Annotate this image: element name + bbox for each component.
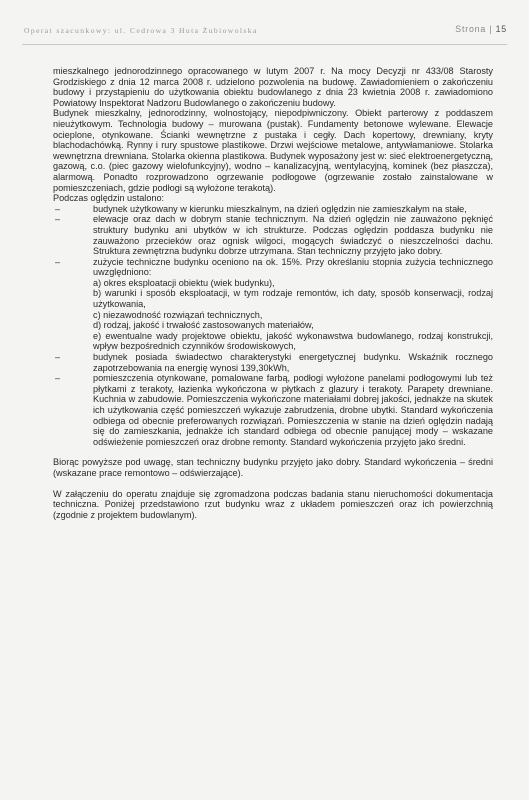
list-item bbox=[53, 257, 493, 352]
paragraph-history: mieszkalnego jednorodzinnego opracowanego w lutym 2007 r. Na mocy Decyzji nr 433/08 Starosty Grodziskiego z dnia 12 marca 2008 r. udzielono pozwolenia na budowę. Zawiadomieniem o zakończeniu budowy i przystąpieniu do użytkowania obiektu budowlanego z dnia 23 kwietnia 2008 r. zawiadomiono Powiatowy Inspektorat Nadzoru Budowlanego o zakończeniu budowy. bbox=[53, 66, 493, 108]
paragraph-building-description: Budynek mieszkalny, jednorodzinny, wolnostojący, niepodpiwniczony. Obiekt parterowy z poddaszem nieużytkowym. Technologia budowy – murowana (pustak). Fundamenty betonowe wylewane. Elewacje ocieplone, otynkowane. Ścianki wewnętrzne z pustaka i cegły. Dach kopertowy, drewniany, kryty blachodachówką. Rynny i rury spustowe plastikowe. Drzwi wejściowe metalowe, antywłamaniowe. Stolarka wewnętrzna drewniana. Stolarka okienna plastikowa. Budynek wyposażony jest w: sieć elektroenergetyczną, gazową, c.o. (piec gazowy wielofunkcyjny), wodno – kanalizacyjną, wentylacyjną, kominek (bez płaszcza), alarmową. Ponadto rozprowadzono ogrzewanie podłogowe (ogrzewanie zostało zainstalowane w pomieszczeniach, gdzie podłogi są wyłożone terakotą). bbox=[53, 108, 493, 193]
paragraph-closing: W załączeniu do operatu znajduje się zgromadzona podczas badania stanu nieruchomości dokumentacja techniczna. Poniżej przedstawiono rzut budynku wraz z układem pomieszczeń oraz ich powierzchnią (zgodnie z projektem budowlanym). bbox=[53, 488, 493, 520]
wear-intro: – zużycie techniczne budynku oceniono na ok. 15%. Przy określaniu stopnia zużycia technicznego uwzględniono: bbox=[93, 256, 493, 278]
page-header bbox=[24, 26, 507, 40]
document-body bbox=[53, 66, 493, 520]
paragraph-inspection-intro: Podczas oględzin ustalono: bbox=[53, 193, 165, 204]
inspection-findings-list bbox=[53, 204, 493, 448]
wear-factor-b: b) warunki i sposób eksploatacji, w tym rodzaje remontów, ich daty, sposób konserwacji, rodzaj użytkowania, bbox=[93, 288, 493, 310]
wear-factor-d: d) rodzaj, jakość i trwałość zastosowanych materiałów, bbox=[93, 320, 314, 331]
header-page-indicator bbox=[455, 24, 507, 34]
list-item: – budynek użytkowany w kierunku mieszkalnym, na dzień oględzin nie zamieszkałym na stałe, bbox=[53, 204, 493, 215]
header-document-title: Operat szacunkowy: ul. Cedrowa 3 Huta Żubiowolska bbox=[24, 26, 258, 35]
list-item: – pomieszczenia otynkowane, pomalowane farbą, podłogi wyłożone panelami podłogowymi lub też płytkami z terakoty, łazienka wykończona w płytkach z glazury i terakoty. Parapety drewniane. Kuchnia w zabudowie. Pomieszczenia wykończone materiałami dobrej jakości, jednakże na skutek ich użytkowania część pomieszczeń wykazuje zabrudzenia, drobne ubytki. Standard wykończenia odbiega od obecnie preferowanych rozwiązań. Pomieszczenia w stanie na dzień oględzin nadają się do zamieszkania, jednakże ich standard odbiega od obecnie panującej mody – wskazane odświeżenie pomieszczeń oraz drobne remonty. Standard wykończenia przyjęto jako średni. bbox=[53, 373, 493, 447]
page-label: Strona bbox=[455, 24, 487, 34]
list-item: – budynek posiada świadectwo charakterystyki energetycznej budynku. Wskaźnik rocznego zapotrzebowania na energię wynosi 139,30kWh, bbox=[53, 352, 493, 373]
wear-factor-e: e) ewentualne wady projektowe obiektu, jakość wykonawstwa budowlanego, rodzaj konstrukcji, wpływ bezpośrednich czynników środowiskowych, bbox=[93, 330, 493, 352]
wear-factor-a: a) okres eksploatacji obiektu (wiek budynku), bbox=[93, 277, 275, 288]
page-separator: | bbox=[489, 24, 493, 34]
list-item: – elewacje oraz dach w dobrym stanie technicznym. Na dzień oględzin nie zauważono pęknięć struktury budynku ani ubytków w ich strukturze. Podczas oględzin poddasza budynku nie zauważono przecieków oraz ognisk wilgoci, mogących świadczyć o nieszczelności dachu. Struktura zewnętrzna budynku dobrze utrzymana. Stan techniczny przyjęto jako dobry. bbox=[53, 214, 493, 256]
paragraph-summary: Biorąc powyższe pod uwagę, stan techniczny budynku przyjęto jako dobry. Standard wykończenia – średni (wskazane prace remontowo – odświerzające). bbox=[53, 457, 493, 478]
header-divider bbox=[22, 44, 507, 45]
page-number: 15 bbox=[495, 24, 507, 34]
wear-factor-c: c) niezawodność rozwiązań technicznych, bbox=[93, 309, 263, 320]
